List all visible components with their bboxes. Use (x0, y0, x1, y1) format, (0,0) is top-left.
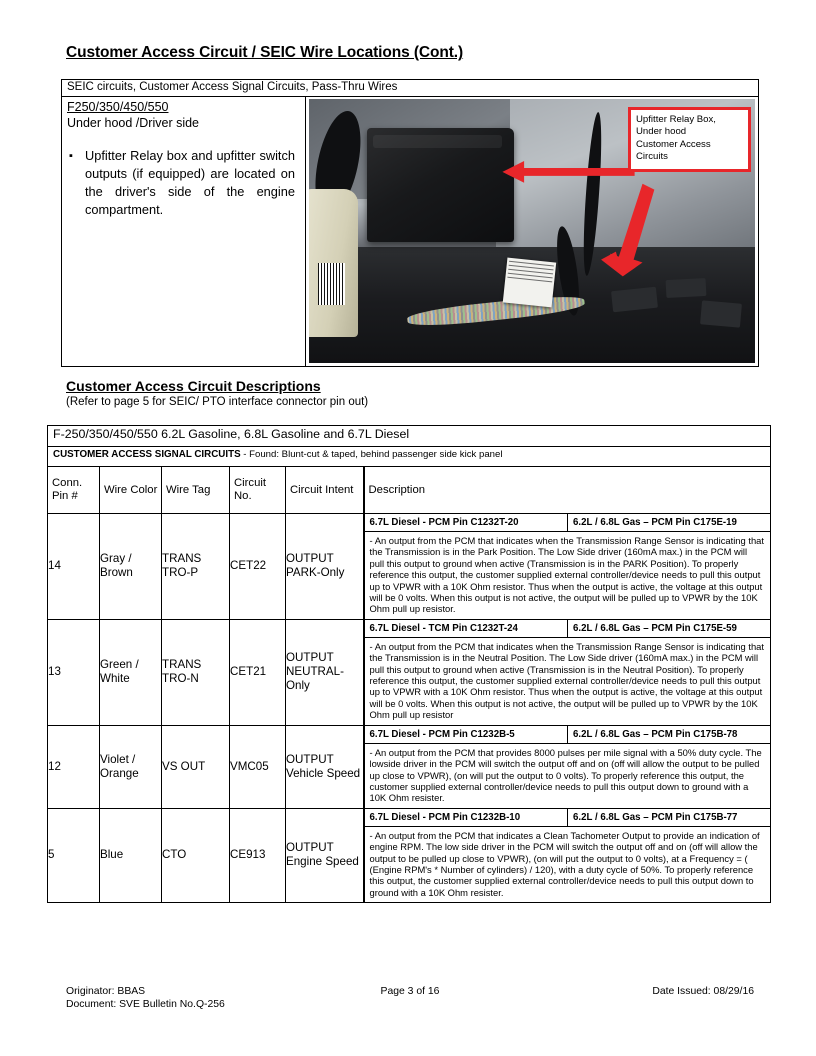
cell-description (364, 514, 771, 620)
panel-caption: SEIC circuits, Customer Access Signal Circuits, Pass-Thru Wires (62, 80, 758, 97)
table-row (48, 619, 771, 725)
cell-wire-color: Violet / Orange (100, 725, 162, 808)
callout-line-4: Circuits (636, 151, 668, 163)
header-wire-tag: Wire Tag (162, 467, 230, 514)
photo-connector-3 (701, 301, 743, 328)
callout-line-2: Under hood (636, 126, 687, 138)
cell-description (364, 808, 771, 902)
table-row (48, 808, 771, 902)
engine-bay-photo (309, 99, 755, 363)
pin-diesel: 6.7L Diesel - PCM Pin C1232B-5 (365, 726, 569, 743)
page-footer (66, 985, 754, 1011)
cell-circuit-intent: OUTPUT Engine Speed (286, 808, 364, 902)
callout-line-3: Customer Access (636, 138, 711, 150)
cell-description (364, 619, 771, 725)
callout-line-1: Upfitter Relay Box, (636, 114, 716, 125)
cell-conn-pin: 12 (48, 725, 100, 808)
cell-conn-pin: 14 (48, 514, 100, 620)
table-header-row (48, 467, 771, 514)
section-heading: Customer Access Circuit Descriptions (66, 378, 321, 394)
cell-wire-tag: CTO (162, 808, 230, 902)
pin-gas: 6.2L / 6.8L Gas – PCM Pin C175B-77 (573, 811, 738, 823)
cell-wire-tag: TRANS TRO-N (162, 619, 230, 725)
photo-barcode-sticker (318, 263, 345, 305)
cell-wire-color: Blue (100, 808, 162, 902)
header-circuit-intent: Circuit Intent (286, 467, 364, 514)
pin-gas: 6.2L / 6.8L Gas – PCM Pin C175B-78 (573, 728, 738, 740)
cell-circuit-intent: OUTPUT NEUTRAL-Only (286, 619, 364, 725)
cell-wire-tag: VS OUT (162, 725, 230, 808)
pin-reference-header (365, 514, 771, 532)
panel-body (62, 97, 758, 366)
cell-circuit-no: CET21 (230, 619, 286, 725)
pin-reference-header (365, 726, 771, 744)
cell-circuit-no: CE913 (230, 808, 286, 902)
photo-wire-tag-label (503, 258, 556, 308)
cell-conn-pin: 13 (48, 619, 100, 725)
pin-reference-header (365, 809, 771, 827)
description-text: - An output from the PCM that indicates when the Transmission Range Sensor is indicating that the Transmission is in the Neutral Position. The Low Side driver (160mA max.) in the PCM will pull this output to ground when active (Transmission is in the Neutral Position). To properly reference this output, the customer supplied external controller/device needs to pull this output up to VPWR with a 10K Ohm resistor. Thus when the output is active, the voltage at this output will be 0 volts. When this output is not active, the output will be pulled up to VPWR by the 10K Ohm pull up resistor (369, 640, 764, 721)
customer-access-circuit-table (47, 425, 771, 903)
panel-photo-area (306, 97, 758, 366)
footer-originator: Originator: BBAS (66, 986, 146, 997)
footer-date-issued: Date Issued: 08/29/16 (652, 986, 754, 997)
photo-callout-box (628, 107, 751, 172)
bullet-marker-icon: ▪ (69, 150, 73, 162)
footer-page-number: Page 3 of 16 (380, 986, 440, 997)
pin-diesel: 6.7L Diesel - PCM Pin C1232B-10 (365, 809, 569, 826)
table-band-sub-row (48, 447, 771, 467)
footer-document: Document: SVE Bulletin No.Q-256 (66, 999, 225, 1010)
footer-row-1 (66, 985, 754, 998)
cell-wire-tag: TRANS TRO-P (162, 514, 230, 620)
description-text: - An output from the PCM that indicates a Clean Tachometer Output to provide an indication of engine RPM. The low side driver in the PCM will switch the output off and on (off will allow the output to be pulled up close to VPWR), (on will put the output to 0 volts), at a Frequency = ( (Engine RPM's * Number of cylinders) / 120), with a duty cycle of 50%. To properly reference this output, the customer supplied external controller/device needs to pull this output down to ground with a 10K Ohm resister. (369, 829, 760, 898)
band-sub-cell (48, 447, 771, 467)
cell-circuit-no: CET22 (230, 514, 286, 620)
bullet-item (67, 147, 299, 219)
pin-gas: 6.2L / 6.8L Gas – PCM Pin C175E-59 (573, 622, 737, 634)
bullet-text: Upfitter Relay box and upfitter switch outputs (if equipped) are located on the driver's side of the engine compartment. (85, 148, 295, 217)
pin-diesel: 6.7L Diesel - PCM Pin C1232T-20 (365, 514, 569, 531)
cell-circuit-no: VMC05 (230, 725, 286, 808)
table-row (48, 514, 771, 620)
description-text: - An output from the PCM that provides 8000 pulses per mile signal with a 50% duty cycle. The lowside driver in the PCM will switch the output off and on (off will allow the output to be pulled up close to VPWR), (on will put the output to 0 volts). To properly reference this output, the customer supplied external controller/device needs to pull this output down to ground with a 10K Ohm resister. (369, 746, 762, 804)
section-subheading: (Refer to page 5 for SEIC/ PTO interface connector pin out) (66, 396, 369, 408)
cell-description (364, 725, 771, 808)
table-band-model-row (48, 426, 771, 447)
band-sub-bold: CUSTOMER ACCESS SIGNAL CIRCUITS (53, 449, 241, 460)
cell-conn-pin: 5 (48, 808, 100, 902)
description-text: - An output from the PCM that indicates when the Transmission Range Sensor is indicating that the Transmission is in the Park Position. The Low Side driver (160mA max.) in the PCM will pull this output to ground when active (Transmission is in the PARK Position). To properly reference this output, the customer supplied external controller/device needs to pull this output up to VPWR with a 10K Ohm resistor. Thus when the output is active, the voltage at this output will be 0 volts. When this output is not active, the output will be pulled up to VPWR by the 10K Ohm pull up resistor. (369, 535, 764, 615)
cell-wire-color: Gray / Brown (100, 514, 162, 620)
header-conn-pin: Conn. Pin # (48, 467, 100, 514)
footer-row-2 (66, 998, 754, 1011)
photo-connector-2 (665, 277, 706, 298)
pin-reference-header (365, 620, 771, 638)
panel-left-text (62, 97, 306, 366)
location-line: Under hood /Driver side (67, 116, 200, 130)
illustration-panel (61, 79, 759, 367)
table-row (48, 725, 771, 808)
photo-upfitter-relay-box (367, 128, 514, 242)
cell-circuit-intent: OUTPUT PARK-Only (286, 514, 364, 620)
cell-wire-color: Green / White (100, 619, 162, 725)
page-title: Customer Access Circuit / SEIC Wire Locations (Cont.) (66, 44, 464, 61)
band-sub-rest: - Found: Blunt-cut & taped, behind passenger side kick panel (240, 449, 503, 460)
band-model-cell: F-250/350/450/550 6.2L Gasoline, 6.8L Gasoline and 6.7L Diesel (48, 426, 771, 447)
pin-diesel: 6.7L Diesel - TCM Pin C1232T-24 (365, 620, 569, 637)
header-circuit-no: Circuit No. (230, 467, 286, 514)
pin-gas: 6.2L / 6.8L Gas – PCM Pin C175E-19 (573, 517, 737, 528)
header-wire-color: Wire Color (100, 467, 162, 514)
cell-circuit-intent: OUTPUT Vehicle Speed (286, 725, 364, 808)
model-line: F250/350/450/550 (67, 100, 169, 114)
header-description: Description (364, 467, 771, 514)
